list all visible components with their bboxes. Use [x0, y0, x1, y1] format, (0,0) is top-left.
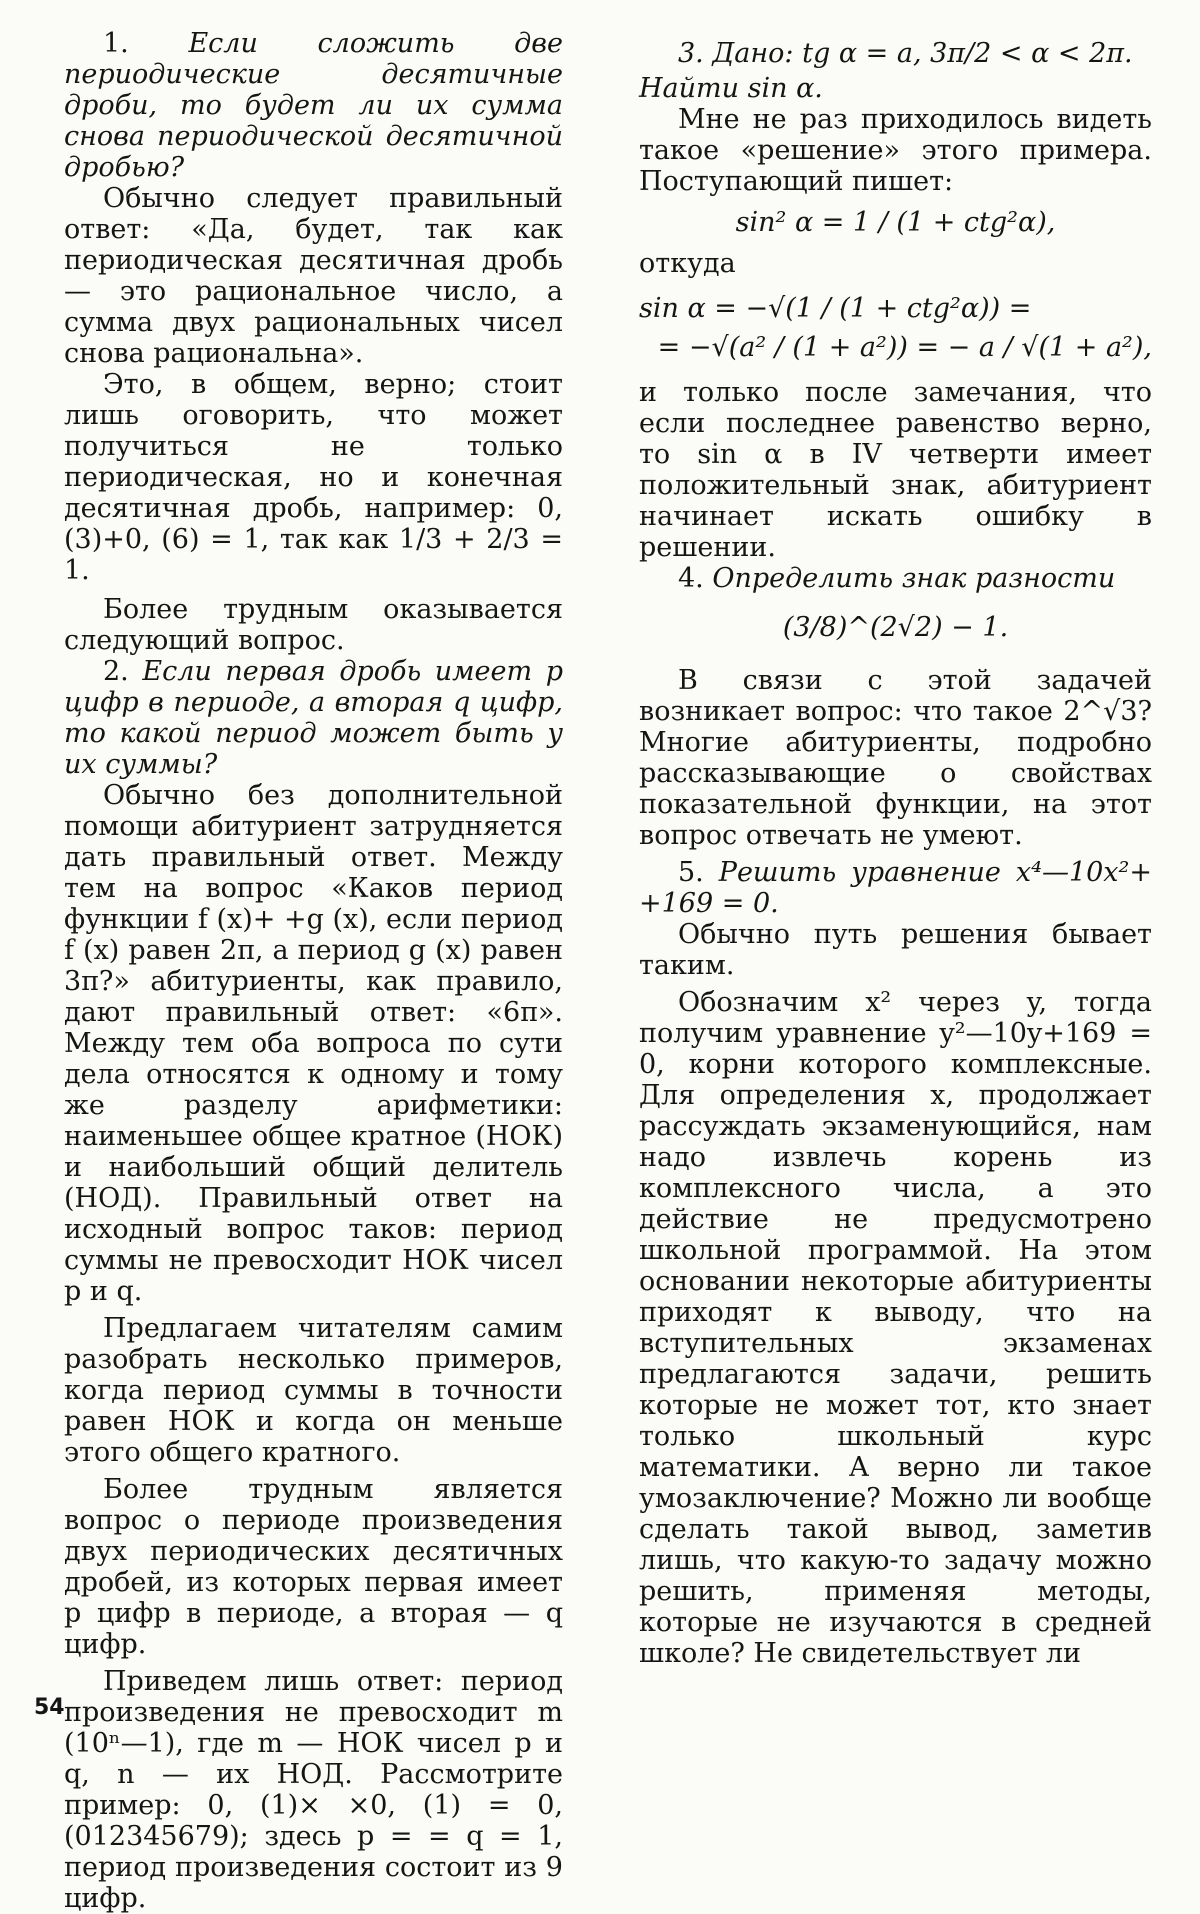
task-3: Найти sin α. [639, 73, 823, 104]
paragraph: Более трудным оказывается следующий вопрос. [64, 594, 563, 656]
paragraph: Обычно без дополнительной помощи абитуриент затрудняется дать правильный ответ. Между тем на вопрос «Каков период функции f (x)+ +g (x), если период f (x) равен 2π, а период g (x) равен 3π?» абитуриенты, как правило, дают правильный ответ: «6π». Между тем оба вопроса по сути дела относятся к одному и тому же разделу арифметики: наименьшее общее кратное (НОК) и наибольший общий делитель (НОД). Правильный ответ на исходный вопрос таков: период суммы не превосходит НОК чисел p и q. [64, 780, 563, 1307]
paragraph: Мне не раз приходилось видеть такое «решение» этого примера. Поступающий пишет: [639, 104, 1152, 197]
paragraph: и только после замечания, что если последнее равенство верно, то sin α в IV четверти имеет положительный знак, абитуриент начинает искать ошибку в решении. [639, 377, 1152, 563]
paragraph: Это, в общем, верно; стоит лишь оговорить, что может получиться не только периодическая, но и конечная десятичная дробь, например: 0, (3)+0, (6) = 1, так как 1/3 + 2/3 = 1. [64, 369, 563, 586]
page-number: 54 [34, 1695, 65, 1720]
left-column [64, 28, 563, 1914]
paragraph: Приведем лишь ответ: период произведения не превосходит m (10ⁿ—1), где m — НОК чисел p и q, n — их НОД. Рассмотрите пример: 0, (1)× ×0, (1) = 0, (012345679); здесь p = = q = 1, период произведения состоит из 9 цифр. [64, 1666, 563, 1914]
formula: sin² α = 1 / (1 + ctg²α), [735, 207, 1056, 238]
question-2: 2. Если первая дробь имеет p цифр в периоде, а вторая q цифр, то какой период может быть у их суммы? [64, 656, 563, 780]
formula: (3/8)^(2√2) − 1. [782, 612, 1009, 643]
formula: = −√(a² / (1 + a²)) = − a / √(1 + a²), [657, 332, 1152, 363]
question-1: 1. Если сложить две периодические десятичные дроби, то будет ли их сумма снова периодической десятичной дробью? [64, 28, 563, 183]
right-column [639, 28, 1152, 1669]
question-5: 5. Решить уравнение x⁴—10x²+ +169 = 0. [639, 857, 1152, 919]
paragraph: Более трудным является вопрос о периоде произведения двух периодических десятичных дробей, из которых первая имеет p цифр в периоде, а вторая — q цифр. [64, 1474, 563, 1660]
paragraph: Предлагаем читателям самим разобрать несколько примеров, когда период суммы в точности равен НОК и когда он меньше этого общего кратного. [64, 1313, 563, 1468]
paragraph: В связи с этой задачей возникает вопрос: что такое 2^√3? Многие абитуриенты, подробно рассказывающие о свойствах показательной функции, на этот вопрос отвечать не умеют. [639, 665, 1152, 851]
paragraph: Обычно следует правильный ответ: «Да, будет, так как периодическая десятичная дробь — это рациональное число, а сумма двух рациональных чисел снова рациональна». [64, 183, 563, 369]
paragraph: Обозначим x² через y, тогда получим уравнение y²—10y+169 = 0, корни которого комплексные. Для определения x, продолжает рассуждать экзаменующийся, нам надо извлечь корень из комплексного числа, а это действие не предусмотрено школьной программой. На этом основании некоторые абитуриенты приходят к выводу, что на вступительных экзаменах предлагаются задачи, решить которые не может тот, кто знает только школьный курс математики. А верно ли такое умозаключение? Можно ли вообще сделать такой вывод, заметив лишь, что какую-то задачу можно решить, применяя методы, которые не изучаются в средней школе? Не свидетельствует ли [639, 987, 1152, 1669]
formula: sin α = −√(1 / (1 + ctg²α)) = [639, 293, 1032, 324]
paragraph: Обычно путь решения бывает таким. [639, 919, 1152, 981]
question-4: 4. Определить знак разности [678, 563, 1116, 594]
given-3: 3. Дано: tg α = a, 3π/2 < α < 2π. [678, 38, 1133, 69]
paragraph: откуда [639, 248, 736, 279]
